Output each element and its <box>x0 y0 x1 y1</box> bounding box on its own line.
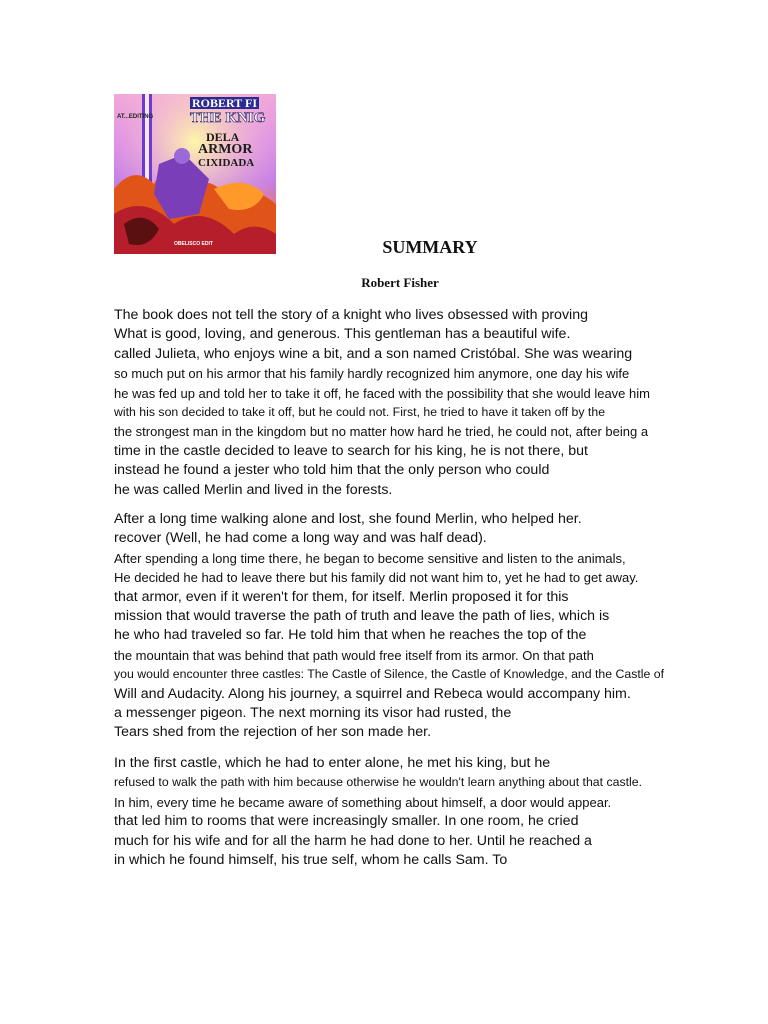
text-line: In the first castle, which he had to enter alone, he met his king, but he <box>114 755 551 771</box>
text-line: with his son decided to take it off, but he could not. First, he tried to have it taken off by the <box>114 404 606 419</box>
paragraph-2 <box>114 510 734 743</box>
text-line: The book does not tell the story of a knight who lives obsessed with proving <box>114 307 588 323</box>
text-line: the strongest man in the kingdom but no matter how hard he tried, he could not, after being a <box>114 424 649 440</box>
text-line: mission that would traverse the path of truth and leave the path of lies, which is <box>114 607 610 624</box>
document-title: SUMMARY <box>382 237 478 257</box>
text-line: that armor, even if it weren't for them, for itself. Merlin proposed it for this <box>114 588 569 605</box>
text-line: What is good, loving, and generous. This gentleman has a beautiful wife. <box>114 326 571 343</box>
paragraph-3 <box>114 754 734 870</box>
text-line: instead he found a jester who told him that the only person who could <box>114 462 550 479</box>
cover-title-line-4: CIXIDADA <box>198 157 255 169</box>
document-author: Robert Fisher <box>361 275 439 290</box>
text-line: that led him to rooms that were increasingly smaller. In one room, he cried <box>114 813 579 830</box>
text-line: time in the castle decided to leave to search for his king, he is not there, but <box>114 442 588 459</box>
text-line: you would encounter three castles: The Castle of Silence, the Castle of Knowledge, and the Castle of <box>114 667 665 682</box>
cover-publisher-text: AT...EDITING <box>117 114 154 120</box>
text-line: he who had traveled so far. He told him that when he reaches the top of the <box>114 627 587 644</box>
paragraph-1 <box>114 306 734 500</box>
book-cover-image <box>114 94 276 254</box>
cover-title-line-3: ARMOR <box>198 142 253 157</box>
text-line: so much put on his armor that his family hardly recognized him anymore, one day his wife <box>114 366 630 382</box>
text-line: He decided he had to leave there but his family did not want him to, yet he had to get away. <box>114 570 639 586</box>
cover-bottom-text: OBELISCO EDIT <box>174 241 213 247</box>
text-line: much for his wife and for all the harm he had done to her. Until he reached a <box>114 832 592 849</box>
text-line: Will and Audacity. Along his journey, a squirrel and Rebeca would accompany him. <box>114 685 631 702</box>
text-line: After a long time walking alone and lost, she found Merlin, who helped her. <box>114 511 582 527</box>
cover-author-text: ROBERT FI <box>192 96 258 110</box>
text-line: the mountain that was behind that path would free itself from its armor. On that path <box>114 647 594 663</box>
text-line: called Julieta, who enjoys wine a bit, and a son named Cristóbal. She was wearing <box>114 345 633 362</box>
text-line: he was fed up and told her to take it off, he faced with the possibility that she would leave him <box>114 385 650 401</box>
cover-title-line-2: DELA <box>206 130 240 144</box>
text-line: After spending a long time there, he began to become sensitive and listen to the animals, <box>114 550 626 566</box>
text-line: recover (Well, he had come a long way and was half dead). <box>114 530 487 547</box>
text-line: Tears shed from the rejection of her son made her. <box>114 724 432 741</box>
cover-title-line-1: THE KNIG <box>190 110 266 126</box>
text-line: In him, every time he became aware of something about himself, a door would appear. <box>114 794 612 810</box>
text-line: in which he found himself, his true self, whom he calls Sam. To <box>114 851 508 868</box>
text-line: refused to walk the path with him because otherwise he wouldn't learn anything about that castle. <box>114 775 643 790</box>
text-line: a messenger pigeon. The next morning its visor had rusted, the <box>114 704 512 721</box>
text-line: he was called Merlin and lived in the forests. <box>114 481 393 498</box>
